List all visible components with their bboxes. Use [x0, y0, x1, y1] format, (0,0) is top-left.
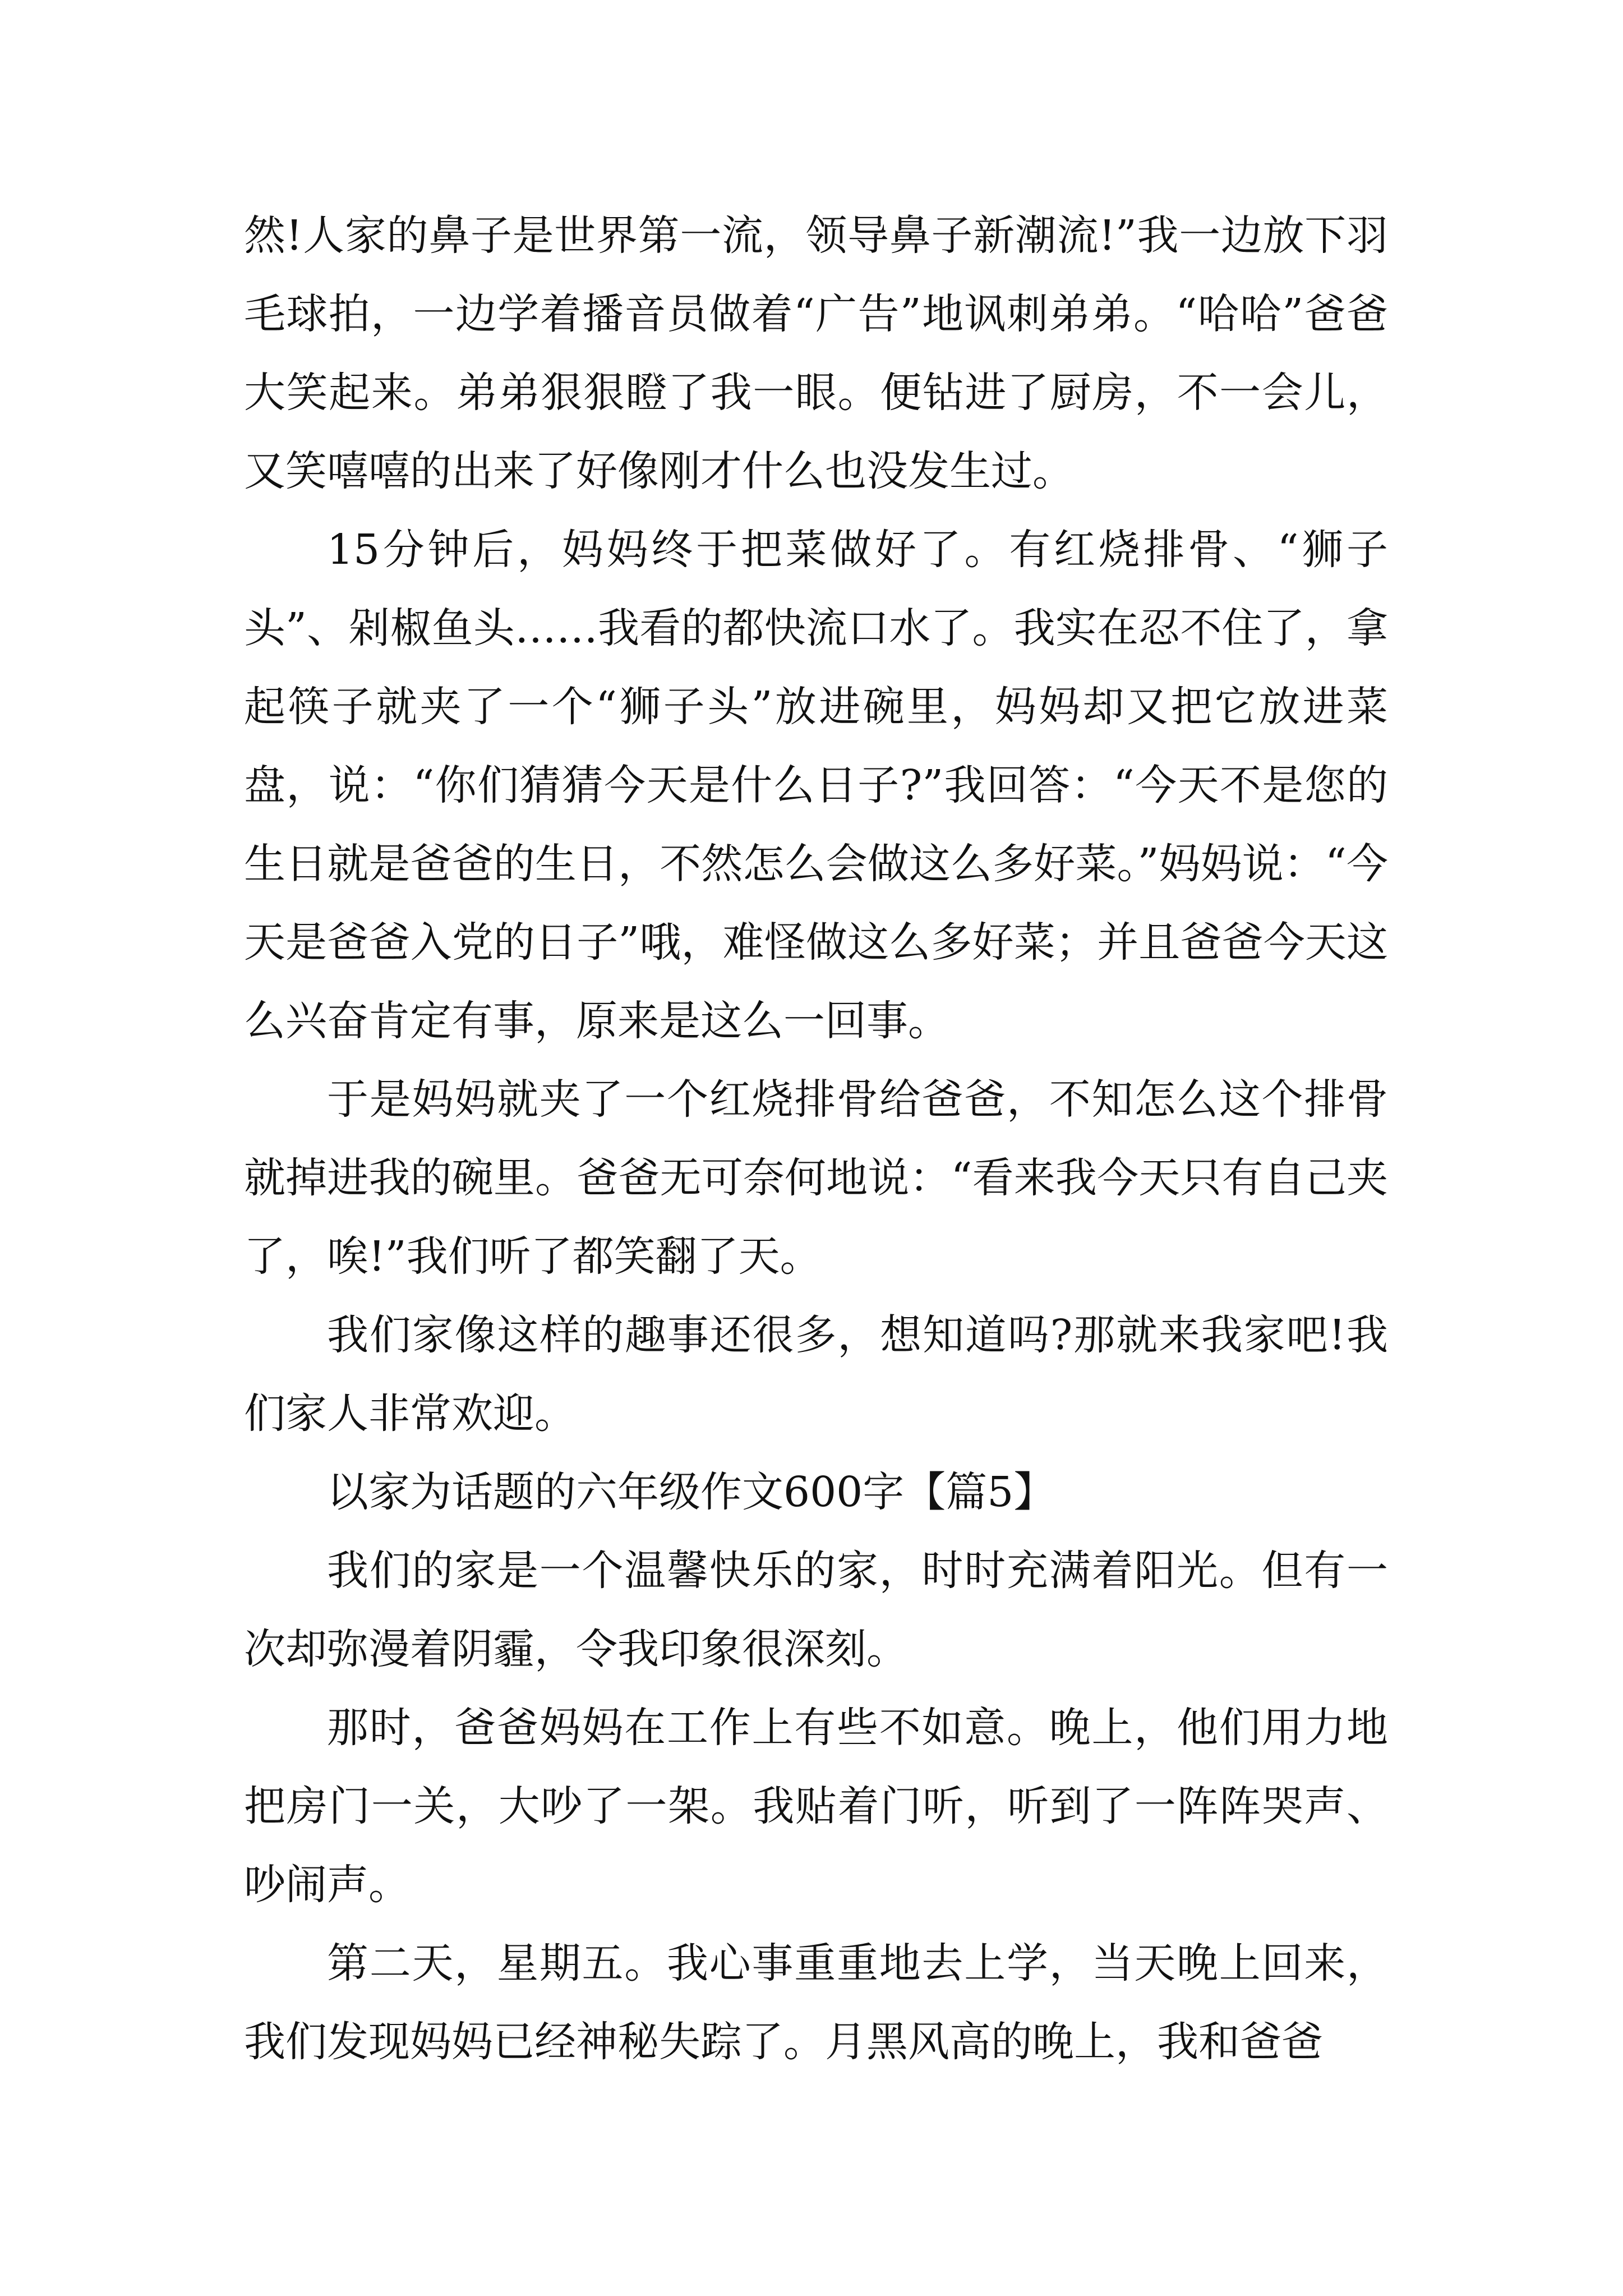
section-heading: 以家为话题的六年级作文600字【篇5】	[327, 1468, 1055, 1516]
paragraph-5: 我们的家是一个温馨快乐的家，时时充满着阳光。但有一次却弥漫着阴霾，令我印象很深刻。	[244, 1547, 1388, 1673]
paragraph-2: 15分钟后，妈妈终于把菜做好了。有红烧排骨、“狮子头”、剁椒鱼头……我看的都快流口水了。我实在忍不住了，拿起筷子就夹了一个“狮子头”放进碗里，妈妈却又把它放进菜盘，说：“你们猜猜今天是什么日子?”我回答：“今天不是您的生日就是爸爸的生日，不然怎么会做这么多好菜。”妈妈说：“今天是爸爸入党的日子”哦，难怪做这么多好菜；并且爸爸今天这么兴奋肯定有事，原来是这么一回事。	[244, 526, 1388, 1045]
paragraph-6: 那时，爸爸妈妈在工作上有些不如意。晚上，他们用力地把房门一关，大吵了一架。我贴着门听，听到了一阵阵哭声、吵闹声。	[244, 1704, 1388, 1909]
paragraph-4: 我们家像这样的趣事还很多，想知道吗?那就来我家吧!我们家人非常欢迎。	[244, 1311, 1388, 1438]
paragraph-3: 于是妈妈就夹了一个红烧排骨给爸爸，不知怎么这个排骨就掉进我的碗里。爸爸无可奈何地说：“看来我今天只有自己夹了，唉!”我们听了都笑翻了天。	[244, 1075, 1388, 1281]
paragraph-7: 第二天，星期五。我心事重重地去上学，当天晚上回来，我们发现妈妈已经神秘失踪了。月黑风高的晚上，我和爸爸	[244, 1939, 1388, 2066]
document-body	[244, 196, 1388, 2081]
paragraph-1: 然!人家的鼻子是世界第一流，领导鼻子新潮流!”我一边放下羽毛球拍，一边学着播音员做着“广告”地讽刺弟弟。“哈哈”爸爸大笑起来。弟弟狠狠瞪了我一眼。便钻进了厨房，不一会儿，又笑嘻嘻的出来了好像刚才什么也没发生过。	[244, 211, 1388, 495]
